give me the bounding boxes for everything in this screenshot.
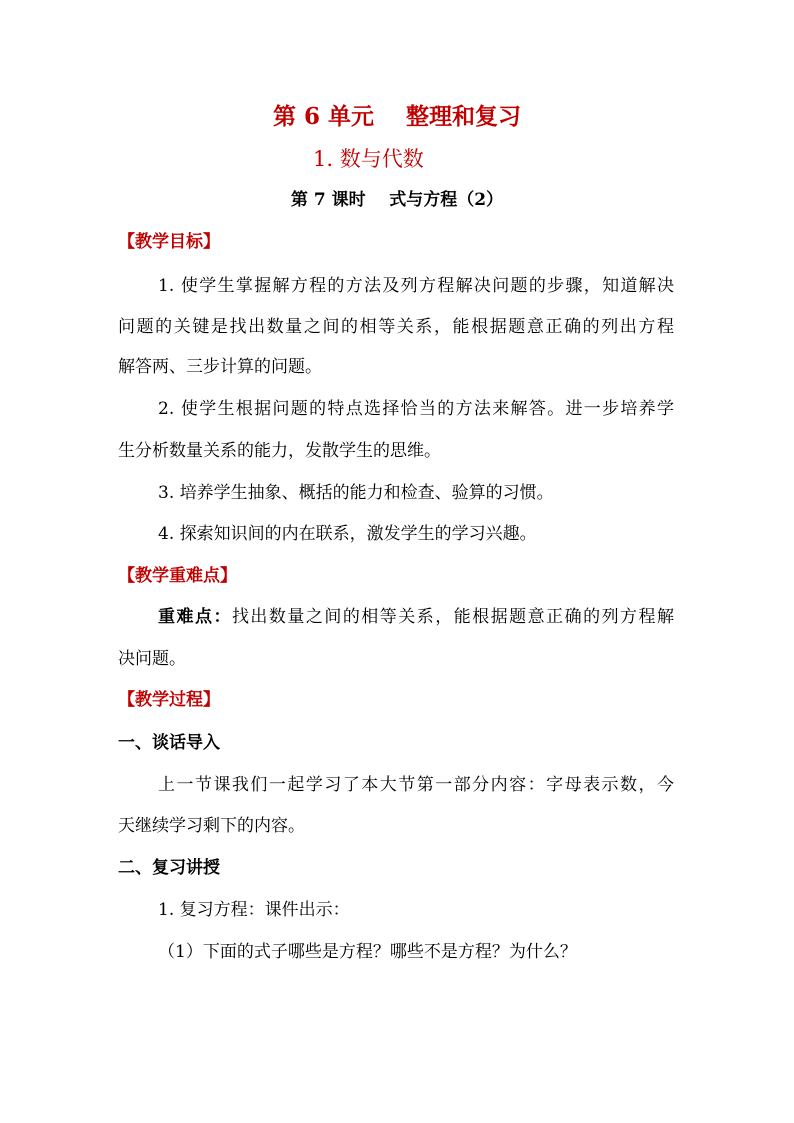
- goal-1-line-1: 1. 使学生掌握解方程的方法及列方程解决问题的步骤，知道解决: [158, 276, 674, 296]
- key-points-heading: 【教学重难点】: [118, 566, 237, 586]
- unit-title: 第 6 单元 整理和复习: [272, 103, 522, 130]
- goal-4-line-1: 4. 探索知识间的内在联系，激发学生的学习兴趣。: [158, 524, 537, 544]
- key-points-label: 重难点：: [158, 607, 232, 627]
- goal-1-line-2: 问题的关键是找出数量之间的相等关系，能根据题意正确的列出方程: [118, 317, 674, 337]
- goal-1-line-3: 解答两、三步计算的问题。: [118, 357, 322, 377]
- process-heading: 【教学过程】: [118, 690, 220, 710]
- part-2-title: 二、复习讲授: [118, 858, 220, 878]
- part-1-line-2: 天继续学习剩下的内容。: [118, 816, 305, 836]
- lesson-title: 第 7 课时 式与方程（2）: [290, 190, 504, 210]
- part-1-title: 一、谈话导入: [118, 733, 220, 753]
- step-1: 1. 复习方程：课件出示：: [158, 900, 350, 920]
- key-points-line-2: 决问题。: [118, 649, 186, 669]
- part-1-line-1: 上一节课我们一起学习了本大节第一部分内容：字母表示数，今: [158, 775, 674, 795]
- goal-2-line-2: 生分析数量关系的能力，发散学生的思维。: [118, 441, 441, 461]
- goals-heading: 【教学目标】: [118, 232, 220, 252]
- section-subtitle: 1. 数与代数: [313, 147, 424, 171]
- key-points-line-1: [158, 606, 674, 628]
- question-1: （1）下面的式子哪些是方程？哪些不是方程？为什么？: [158, 942, 577, 962]
- goal-3-line-1: 3. 培养学生抽象、概括的能力和检查、验算的习惯。: [158, 483, 554, 503]
- goal-2-line-1: 2. 使学生根据问题的特点选择恰当的方法来解答。进一步培养学: [158, 399, 674, 419]
- key-points-text: 找出数量之间的相等关系，能根据题意正确的列方程解: [231, 607, 675, 627]
